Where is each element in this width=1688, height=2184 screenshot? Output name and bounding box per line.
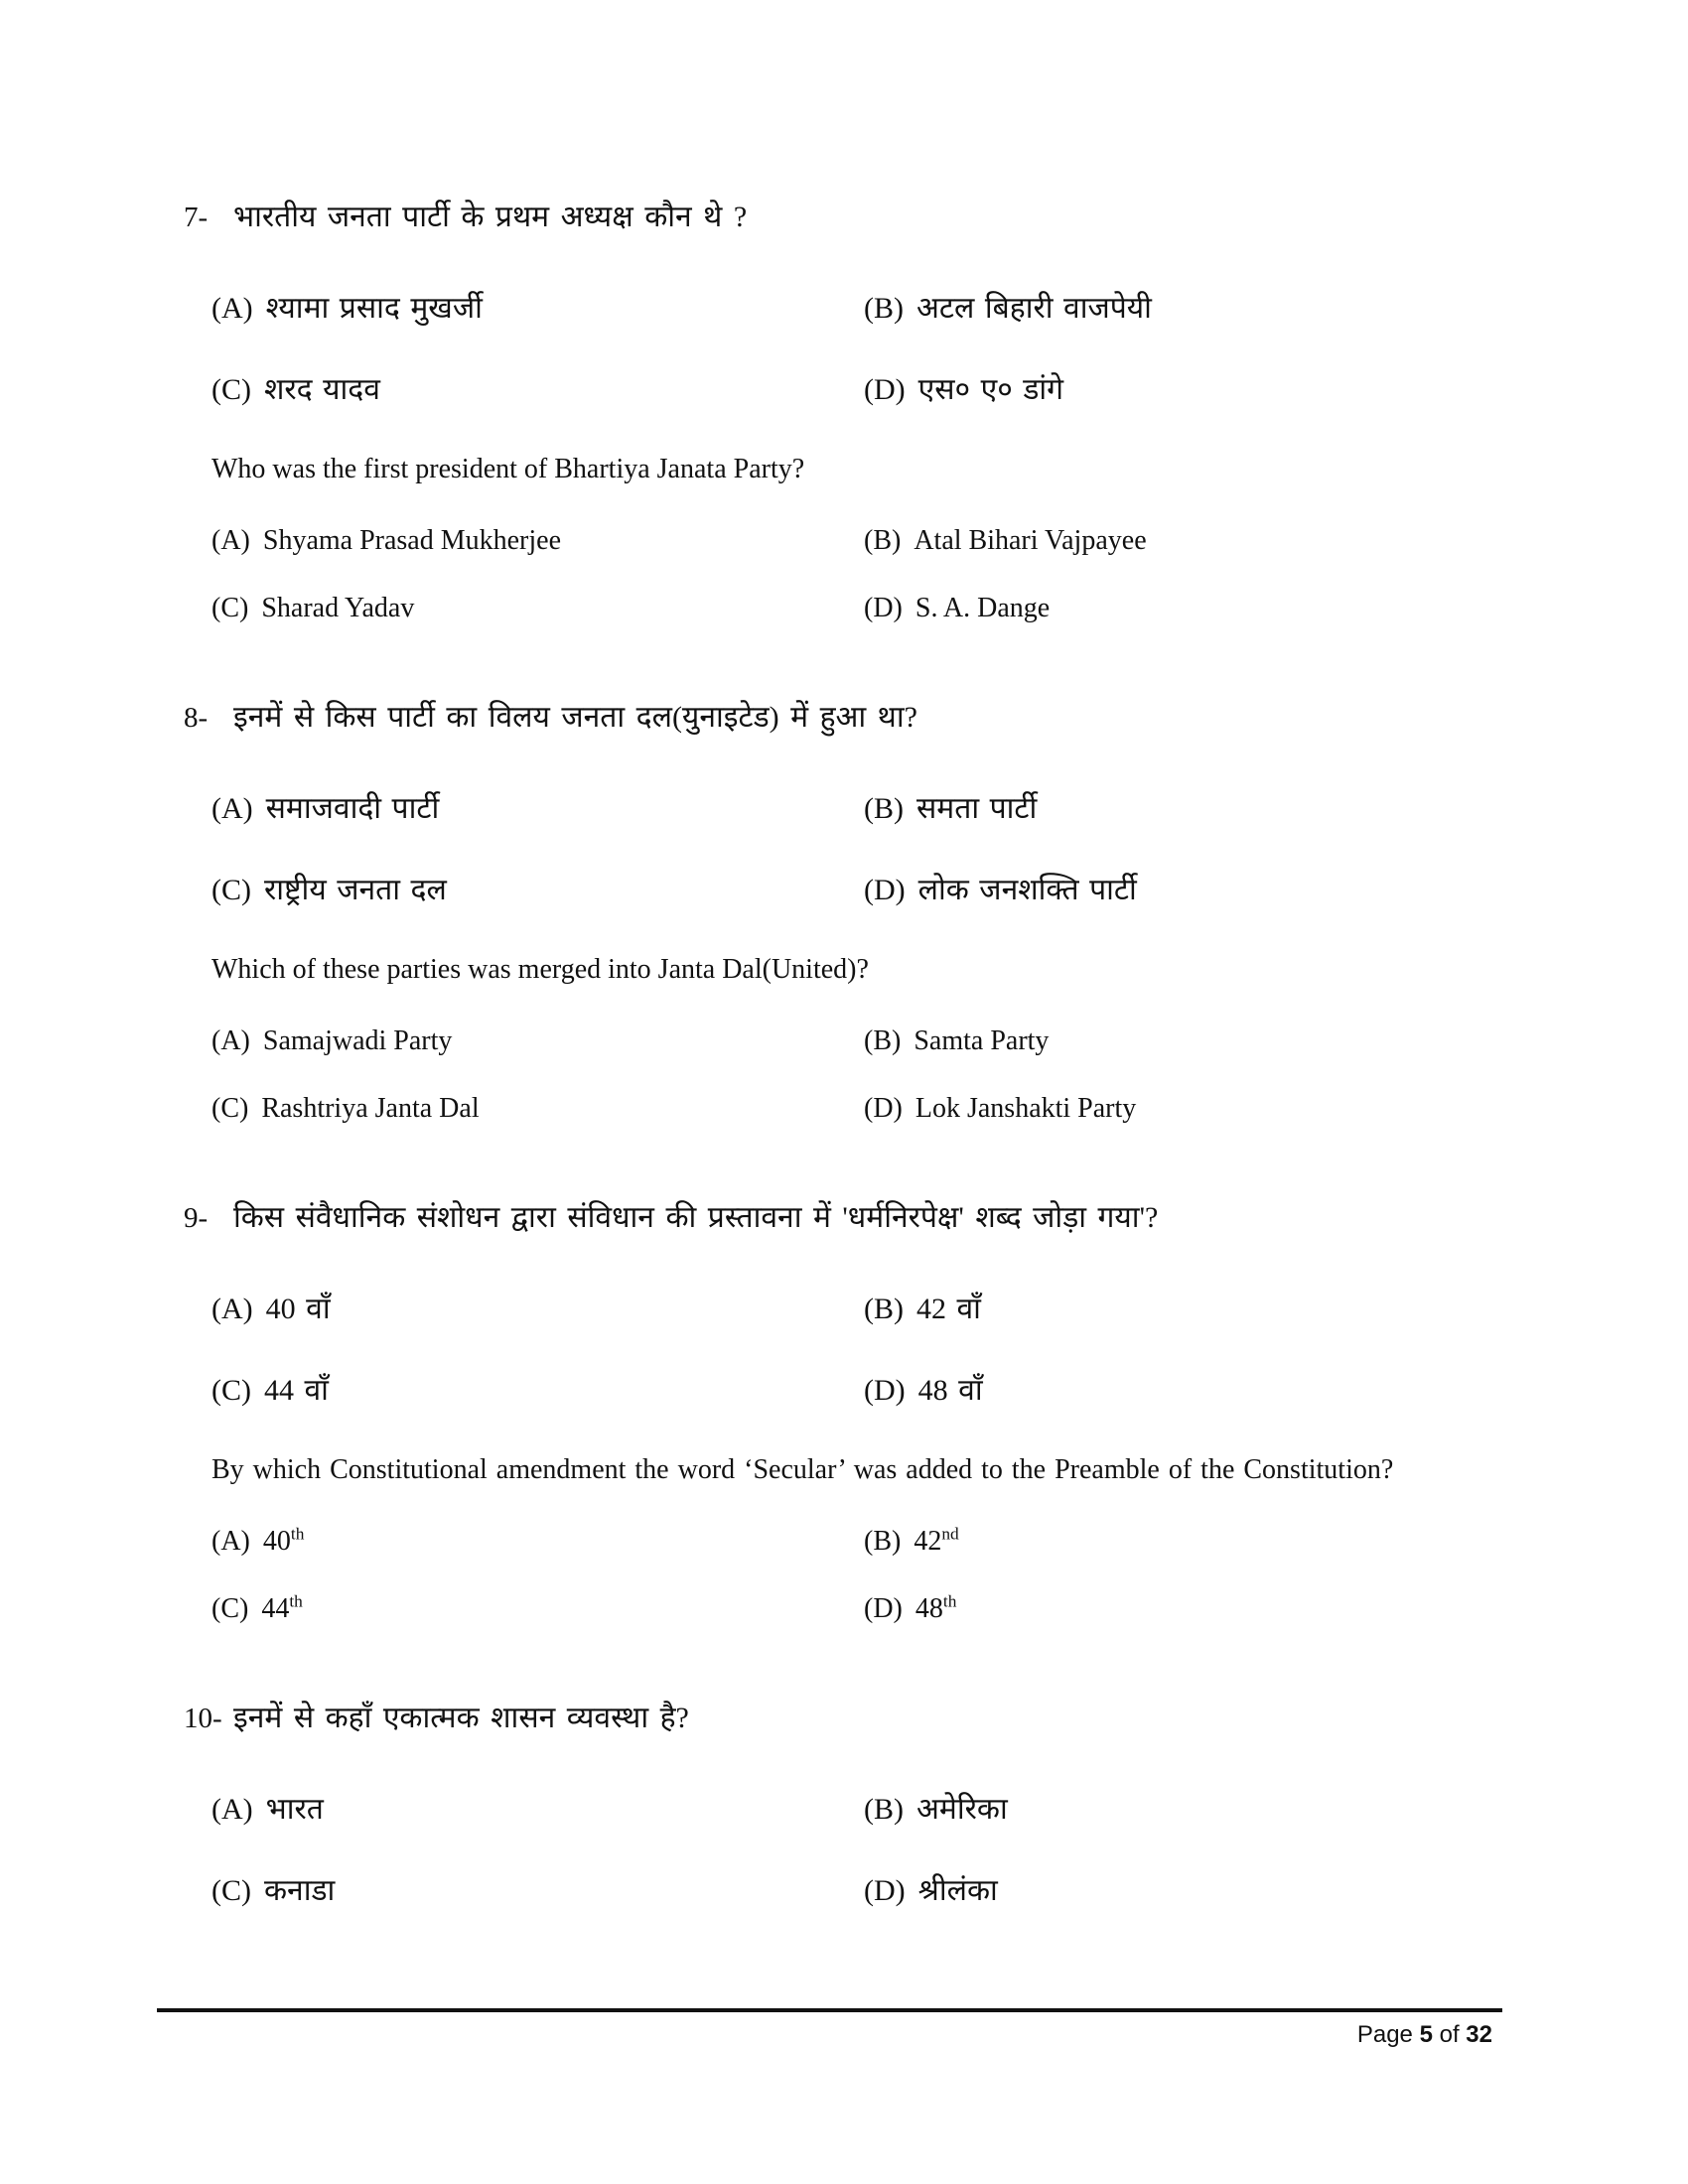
option-label: (D) [864, 593, 903, 623]
question-number: 7- [184, 202, 209, 233]
option-label: (B) [864, 292, 904, 325]
question-8-hindi-options-row-1 [184, 788, 1489, 830]
option-c-hindi [211, 1870, 864, 1912]
option-c-hindi [211, 369, 864, 411]
option-text: श्यामा प्रसाद मुखर्जी [265, 292, 483, 325]
question-9-hindi-options-row-1 [184, 1289, 1489, 1330]
option-a-hindi [211, 1289, 864, 1330]
of-label: of [1439, 2021, 1460, 2048]
option-text: लोक जनशक्ति पार्टी [917, 874, 1137, 906]
option-text: 40 वाँ [265, 1293, 331, 1325]
option-text: 48 वाँ [917, 1374, 983, 1407]
option-b-hindi [864, 288, 1489, 330]
option-d-english [864, 1590, 1489, 1628]
option-label: (C) [211, 593, 249, 623]
option-c-english [211, 1090, 864, 1128]
question-text-english: Who was the first president of Bhartiya Janata Party? [211, 454, 805, 484]
question-9-hindi-options-row-2 [184, 1370, 1489, 1412]
ordinal-suffix: th [942, 1591, 957, 1611]
question-9-english-options-row-1 [184, 1523, 1489, 1561]
question-number: 9- [184, 1202, 209, 1234]
option-c-hindi [211, 870, 864, 911]
option-c-english [211, 1590, 864, 1628]
option-label: (C) [211, 1374, 251, 1407]
option-value: 44 [261, 1593, 290, 1624]
question-8-hindi-options-row-2 [184, 870, 1489, 911]
option-text: श्रीलंका [917, 1874, 998, 1907]
question-9 [184, 1197, 1489, 1628]
question-8-english-options-row-1 [184, 1023, 1489, 1060]
option-text: Samajwadi Party [262, 1025, 453, 1056]
option-label: (C) [211, 1874, 251, 1907]
option-label: (D) [864, 1093, 903, 1124]
option-text: समता पार्टी [916, 792, 1038, 825]
question-7-hindi-options-row-1 [184, 288, 1489, 330]
option-a-english [211, 522, 864, 560]
option-label: (A) [211, 792, 253, 825]
footer-divider [157, 2008, 1502, 2012]
question-7 [184, 197, 1489, 627]
option-label: (D) [864, 373, 906, 406]
option-b-english [864, 1523, 1489, 1561]
ordinal-suffix: th [290, 1524, 305, 1544]
option-value: 42 [914, 1526, 942, 1557]
option-label: (D) [864, 1874, 906, 1907]
question-text-hindi: भारतीय जनता पार्टी के प्रथम अध्यक्ष कौन थे ? [233, 201, 748, 233]
question-number: 8- [184, 702, 209, 734]
option-label: (D) [864, 1374, 906, 1407]
question-text-hindi: किस संवैधानिक संशोधन द्वारा संविधान की प्रस्तावना में 'धर्मनिरपेक्ष' शब्द जोड़ा गया'? [233, 1201, 1159, 1234]
option-label: (B) [864, 1526, 902, 1557]
option-label: (A) [211, 1526, 250, 1557]
option-text: समाजवादी पार्टी [265, 792, 440, 825]
question-7-english-options-row-2 [184, 590, 1489, 627]
option-text: शरद यादव [264, 373, 380, 406]
option-a-hindi [211, 788, 864, 830]
option-a-hindi [211, 1789, 864, 1831]
option-label: (D) [864, 874, 906, 906]
question-7-english-options-row-1 [184, 522, 1489, 560]
option-text: 44 वाँ [264, 1374, 329, 1407]
option-b-hindi [864, 1789, 1489, 1831]
option-text [914, 1526, 958, 1557]
question-number: 10- [184, 1703, 222, 1734]
option-b-hindi [864, 788, 1489, 830]
option-a-english [211, 1023, 864, 1060]
question-10-hindi-options-row-1 [184, 1789, 1489, 1831]
option-text: Samta Party [914, 1025, 1050, 1056]
total-pages: 32 [1466, 2021, 1492, 2048]
option-label: (A) [211, 1025, 250, 1056]
question-text-hindi: इनमें से किस पार्टी का विलय जनता दल(युनाइटेड) में हुआ था? [233, 701, 917, 734]
option-label: (C) [211, 1093, 249, 1124]
option-d-hindi [864, 870, 1489, 911]
option-text: भारत [265, 1793, 324, 1826]
question-8 [184, 697, 1489, 1128]
option-text: Lok Janshakti Party [914, 1093, 1137, 1124]
option-value: 40 [262, 1526, 291, 1557]
option-text: अटल बिहारी वाजपेयी [916, 292, 1152, 325]
question-9-hindi-line [184, 1197, 1489, 1239]
option-label: (C) [211, 1593, 249, 1624]
option-text: Shyama Prasad Mukherjee [262, 525, 562, 556]
option-label: (B) [864, 1025, 902, 1056]
option-label: (B) [864, 1793, 904, 1826]
option-text [261, 1593, 303, 1624]
option-value: 48 [914, 1593, 943, 1624]
option-text: S. A. Dange [914, 593, 1051, 623]
option-d-hindi [864, 1370, 1489, 1412]
option-label: (C) [211, 373, 251, 406]
option-text: एस० ए० डांगे [917, 373, 1064, 406]
question-8-english-options-row-2 [184, 1090, 1489, 1128]
option-d-hindi [864, 369, 1489, 411]
option-text: Rashtriya Janta Dal [261, 1093, 480, 1124]
question-9-english-options-row-2 [184, 1590, 1489, 1628]
option-text: Atal Bihari Vajpayee [914, 525, 1147, 556]
question-7-hindi-options-row-2 [184, 369, 1489, 411]
option-a-hindi [211, 288, 864, 330]
option-label: (B) [864, 1293, 904, 1325]
option-text [263, 1526, 305, 1557]
question-text-english: By which Constitutional amendment the word ‘Secular’ was added to the Preamble of the Constitution? [211, 1454, 1394, 1485]
option-text: अमेरिका [916, 1793, 1008, 1826]
option-label: (B) [864, 792, 904, 825]
option-text: कनाडा [264, 1874, 336, 1907]
question-8-hindi-line [184, 697, 1489, 739]
option-text [915, 1593, 957, 1624]
question-text-english: Which of these parties was merged into Janta Dal(United)? [211, 954, 869, 985]
option-label: (B) [864, 525, 902, 556]
option-d-english [864, 590, 1489, 627]
question-text-hindi: इनमें से कहाँ एकात्मक शासन व्यवस्था है? [233, 1702, 689, 1734]
option-c-english [211, 590, 864, 627]
question-10-hindi-options-row-2 [184, 1870, 1489, 1912]
option-b-hindi [864, 1289, 1489, 1330]
page-label: Page [1356, 2021, 1413, 2048]
option-text: राष्ट्रीय जनता दल [264, 874, 447, 906]
question-10 [184, 1698, 1489, 1912]
ordinal-suffix: th [289, 1591, 303, 1611]
option-label: (A) [211, 1793, 253, 1826]
option-label: (A) [211, 525, 250, 556]
page-content [184, 197, 1489, 1981]
option-b-english [864, 1023, 1489, 1060]
option-text: Sharad Yadav [261, 593, 415, 623]
option-text: 42 वाँ [916, 1293, 981, 1325]
option-a-english [211, 1523, 864, 1561]
question-10-hindi-line [184, 1698, 1489, 1739]
question-7-hindi-line [184, 197, 1489, 238]
option-d-english [864, 1090, 1489, 1128]
option-c-hindi [211, 1370, 864, 1412]
option-label: (A) [211, 292, 253, 325]
option-label: (C) [211, 874, 251, 906]
option-label: (D) [864, 1593, 903, 1624]
page-footer [1357, 2021, 1492, 2049]
page-number: 5 [1419, 2021, 1433, 2048]
ordinal-suffix: nd [941, 1524, 959, 1544]
option-d-hindi [864, 1870, 1489, 1912]
option-label: (A) [211, 1293, 253, 1325]
option-b-english [864, 522, 1489, 560]
